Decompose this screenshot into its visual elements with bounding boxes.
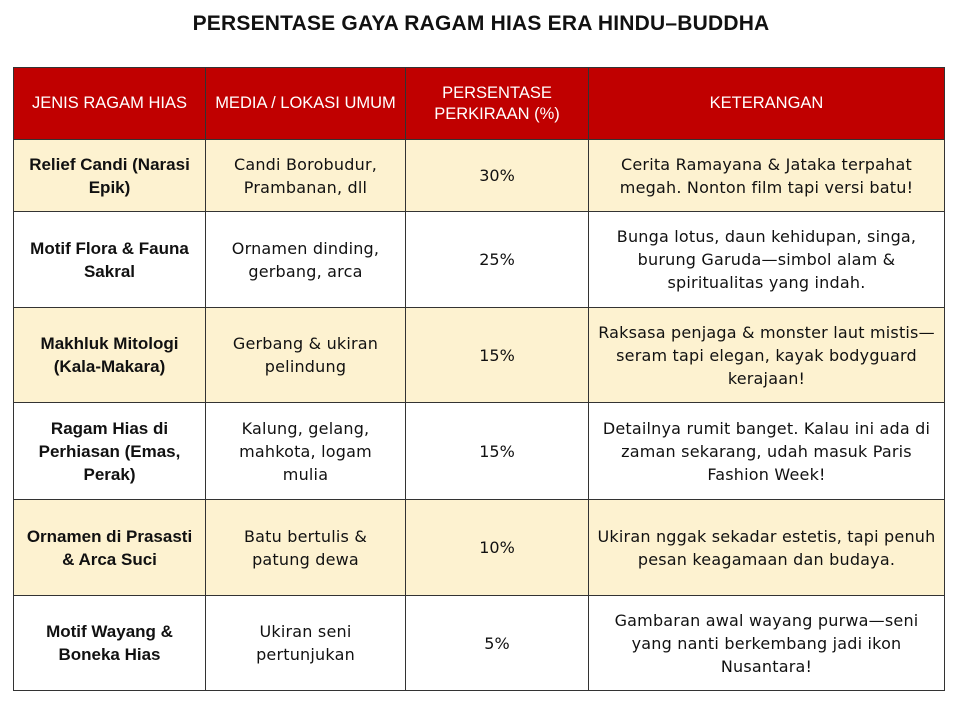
cell-keterangan: Ukiran nggak sekadar estetis, tapi penuh pesan keagamaan dan budaya. xyxy=(589,500,945,596)
header-jenis: JENIS RAGAM HIAS xyxy=(14,68,206,140)
cell-persentase: 30% xyxy=(406,140,589,212)
cell-media: Candi Borobudur, Prambanan, dll xyxy=(206,140,406,212)
cell-persentase: 15% xyxy=(406,308,589,403)
cell-jenis: Ragam Hias di Perhiasan (Emas, Perak) xyxy=(14,403,206,500)
table-row xyxy=(14,140,945,212)
header-keterangan: KETERANGAN xyxy=(589,68,945,140)
cell-keterangan: Gambaran awal wayang purwa—seni yang nanti berkembang jadi ikon Nusantara! xyxy=(589,596,945,691)
ragam-hias-table xyxy=(13,67,945,691)
table-row xyxy=(14,403,945,500)
cell-keterangan: Detailnya rumit banget. Kalau ini ada di zaman sekarang, udah masuk Paris Fashion Week! xyxy=(589,403,945,500)
cell-persentase: 25% xyxy=(406,212,589,308)
cell-keterangan: Raksasa penjaga & monster laut mistis—seram tapi elegan, kayak bodyguard kerajaan! xyxy=(589,308,945,403)
cell-persentase: 15% xyxy=(406,403,589,500)
table-row xyxy=(14,212,945,308)
cell-persentase: 5% xyxy=(406,596,589,691)
cell-jenis: Makhluk Mitologi (Kala-Makara) xyxy=(14,308,206,403)
cell-jenis: Motif Flora & Fauna Sakral xyxy=(14,212,206,308)
cell-keterangan: Bunga lotus, daun kehidupan, singa, burung Garuda—simbol alam & spiritualitas yang indah. xyxy=(589,212,945,308)
cell-keterangan: Cerita Ramayana & Jataka terpahat megah. Nonton film tapi versi batu! xyxy=(589,140,945,212)
cell-media: Batu bertulis & patung dewa xyxy=(206,500,406,596)
cell-jenis: Motif Wayang & Boneka Hias xyxy=(14,596,206,691)
page-title: PERSENTASE GAYA RAGAM HIAS ERA HINDU–BUDDHA xyxy=(192,12,770,35)
cell-persentase: 10% xyxy=(406,500,589,596)
cell-media: Ornamen dinding, gerbang, arca xyxy=(206,212,406,308)
header-media: MEDIA / LOKASI UMUM xyxy=(206,68,406,140)
cell-jenis: Ornamen di Prasasti & Arca Suci xyxy=(14,500,206,596)
table-row xyxy=(14,308,945,403)
table-row xyxy=(14,596,945,691)
cell-media: Gerbang & ukiran pelindung xyxy=(206,308,406,403)
header-persentase: PERSENTASE PERKIRAAN (%) xyxy=(406,68,589,140)
table-row xyxy=(14,500,945,596)
cell-media: Kalung, gelang, mahkota, logam mulia xyxy=(206,403,406,500)
cell-media: Ukiran seni pertunjukan xyxy=(206,596,406,691)
table-header-row xyxy=(14,68,945,140)
cell-jenis: Relief Candi (Narasi Epik) xyxy=(14,140,206,212)
